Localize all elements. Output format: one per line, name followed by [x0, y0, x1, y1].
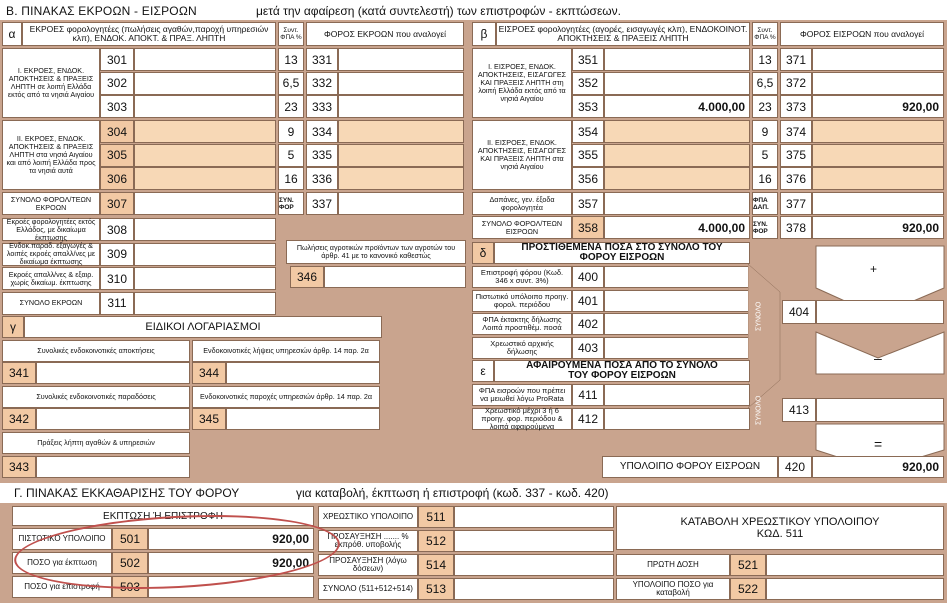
- rate-301: 13: [278, 48, 304, 71]
- expenses-rate: ΦΠΑ ΔΑΠ.: [752, 192, 778, 215]
- rate-303: 23: [278, 95, 304, 118]
- subtractions-sum-label: ΣΥΝΟΛΟ: [755, 395, 763, 425]
- code-401: 401: [572, 290, 604, 312]
- value-306[interactable]: [134, 167, 276, 190]
- outputs-header-rate: Συντ. ΦΠΑ %: [278, 22, 304, 46]
- code-341: 341: [2, 362, 36, 384]
- g-label-502: ΠΟΣΟ για έκπτωση: [12, 552, 112, 574]
- code-333: 333: [306, 95, 338, 118]
- code-308: 308: [100, 218, 134, 241]
- g-label-503: ΠΟΣΟ για επιστροφή: [12, 576, 112, 598]
- inputs-group2-label: ΙΙ. ΕΙΣΡΟΕΣ, ΕΝΔΟΚ. ΑΠΟΚΤΗΣΕΙΣ, ΕΙΣΑΓΩΓΕΣ ΚΑΙ ΠΡΑΞΕΙΣ ΛΗΠΤΗ στα νησιά Αιγαίου: [472, 120, 572, 190]
- value-502[interactable]: 920,00: [148, 552, 314, 574]
- value-346[interactable]: [324, 266, 466, 288]
- special-label-343: Πράξεις λήπτη αγαθών & υπηρεσιών: [2, 432, 190, 454]
- additions-sum-label: ΣΥΝΟΛΟ: [755, 301, 763, 331]
- section-g-title-bar: [0, 483, 947, 503]
- expenses-label: Δαπάνες, γεν. έξοδα φορολογητέα: [472, 192, 572, 215]
- value-401[interactable]: [604, 290, 750, 312]
- extra-label-310: Εκροές απαλλ/νες & εξαιρ. χωρίς δικαίωμ. έκπτωσης: [2, 267, 100, 290]
- code-301: 301: [100, 48, 134, 71]
- value-522[interactable]: [766, 578, 944, 600]
- inputs-header-rate: Συντ. ΦΠΑ %: [752, 22, 778, 46]
- code-373: 373: [780, 95, 812, 118]
- code-353: 353: [572, 95, 604, 118]
- value-355[interactable]: [604, 144, 750, 167]
- section-g-title: Γ. ΠΙΝΑΚΑΣ ΕΚΚΑΘΑΡΙΣΗΣ ΤΟΥ ΦΟΡΟΥ: [14, 486, 240, 500]
- value-353[interactable]: 4.000,00: [604, 95, 750, 118]
- code-377: 377: [780, 192, 812, 215]
- value-337[interactable]: [338, 192, 464, 215]
- rate-354: 9: [752, 120, 778, 143]
- value-372[interactable]: [812, 72, 944, 95]
- special-label-341: Συνολικές ενδοκοινοτικές αποκτήσεις: [2, 340, 190, 362]
- equals-sign: =: [874, 436, 883, 452]
- section-b-subtitle: μετά την αφαίρεση (κατά συντελεστή) των επιστροφών - εκπτώσεων.: [256, 4, 622, 18]
- code-371: 371: [780, 48, 812, 71]
- value-511[interactable]: [454, 506, 614, 528]
- code-354: 354: [572, 120, 604, 143]
- sub-label-411: ΦΠΑ εισροών που πρέπει να μειωθεί λόγω ProRata: [472, 384, 572, 406]
- code-411: 411: [572, 384, 604, 406]
- value-373[interactable]: 920,00: [812, 95, 944, 118]
- rate-306: 16: [278, 167, 304, 190]
- subtractions-title: ΑΦΑΙΡΟΥΜΕΝΑ ΠΟΣΑ ΑΠΟ ΤΟ ΣΥΝΟΛΟ ΤΟΥ ΦΟΡΟΥ ΕΙΣΡΟΩΝ: [494, 360, 750, 382]
- code-376: 376: [780, 167, 812, 190]
- code-310: 310: [100, 267, 134, 290]
- outputs-group2-label: ΙΙ. ΕΚΡΟΕΣ, ΕΝΔΟΚ. ΑΠΟΚΤΗΣΕΙΣ & ΠΡΑΞΕΙΣ ΛΗΠΤΗ στα νησιά Αιγαίου και από λοιπή Ελλάδα προς τα νησιά αυτά: [2, 120, 100, 190]
- code-513: 513: [418, 578, 454, 600]
- section-b-title: Β. ΠΙΝΑΚΑΣ ΕΚΡΟΩΝ - ΕΙΣΡΟΩΝ: [6, 4, 197, 18]
- code-511: 511: [418, 506, 454, 528]
- value-303[interactable]: [134, 95, 276, 118]
- inputs-total-label: ΣΥΝΟΛΟ ΦΟΡΟΛ/ΤΕΩΝ ΕΙΣΡΟΩΝ: [472, 216, 572, 239]
- code-311: 311: [100, 292, 134, 315]
- code-522: 522: [730, 578, 766, 600]
- add-label-400: Επιστροφή φόρου (Κωδ. 346 x συντ. 3%): [472, 266, 572, 288]
- code-337: 337: [306, 192, 338, 215]
- code-503: 503: [112, 576, 148, 598]
- value-304[interactable]: [134, 120, 276, 143]
- section-g-right-header: ΚΑΤΑΒΟΛΗ ΧΡΕΩΣΤΙΚΟΥ ΥΠΟΛΟΙΠΟΥ ΚΩΔ. 511: [616, 506, 944, 550]
- rate-353: 23: [752, 95, 778, 118]
- value-308[interactable]: [134, 218, 276, 241]
- value-514[interactable]: [454, 554, 614, 576]
- section-g-subtitle: για καταβολή, έκπτωση ή επιστροφή (κωδ. 337 - κωδ. 420): [296, 486, 609, 500]
- code-302: 302: [100, 72, 134, 95]
- value-413[interactable]: [816, 398, 944, 422]
- plus-sign: +: [870, 262, 878, 276]
- special-label-345: Ενδοκοινοτικές παροχές υπηρεσιών άρθρ. 14 παρ. 2α: [192, 386, 380, 408]
- outputs-letter: α: [2, 22, 22, 46]
- inputs-letter: β: [472, 22, 496, 46]
- value-375[interactable]: [812, 144, 944, 167]
- code-521: 521: [730, 554, 766, 576]
- code-331: 331: [306, 48, 338, 71]
- code-420: 420: [778, 456, 812, 478]
- subtractions-letter: ε: [472, 360, 494, 382]
- value-377[interactable]: [812, 192, 944, 215]
- value-402[interactable]: [604, 313, 750, 335]
- value-334[interactable]: [338, 120, 464, 143]
- value-311[interactable]: [134, 292, 276, 315]
- code-309: 309: [100, 243, 134, 266]
- agri-label: Πωλήσεις αγροτικών προϊόντων των αγροτών του άρθρ. 41 με το κανονικό καθεστώς: [286, 240, 466, 264]
- extra-label-308: Εκροές φορολογητέες εκτός Ελλάδος, με δικαίωμα έκπτωσης: [2, 218, 100, 241]
- code-404: 404: [782, 300, 816, 324]
- value-420[interactable]: 920,00: [812, 456, 944, 478]
- value-378[interactable]: 920,00: [812, 216, 944, 239]
- extra-label-309: Ενδοκ.παραδ. εξαγωγές & λοιπές εκροές απαλλ/νες με δικαίωμα έκπτωσης: [2, 243, 100, 266]
- code-374: 374: [780, 120, 812, 143]
- g-label-512: ΠΡΟΣΑΥΞΗΣΗ ....... % εκπρόθ. υποβολής: [318, 530, 418, 552]
- value-352[interactable]: [604, 72, 750, 95]
- value-400[interactable]: [604, 266, 750, 288]
- outputs-group1-label: Ι. ΕΚΡΟΕΣ, ΕΝΔΟΚ. ΑΠΟΚΤΗΣΕΙΣ & ΠΡΑΞΕΙΣ ΛΗΠΤΗ σε λοιπή Ελλάδα εκτός από τα νησιά Αιγαίου: [2, 48, 100, 118]
- inputs-group1-label: Ι. ΕΙΣΡΟΕΣ, ΕΝΔΟΚ. ΑΠΟΚΤΗΣΕΙΣ, ΕΙΣΑΓΩΓΕΣ ΚΑΙ ΠΡΑΞΕΙΣ ΛΗΠΤΗ στη λοιπή Ελλάδα εκτός από τα νησιά Αιγαίου: [472, 48, 572, 118]
- rate-351: 13: [752, 48, 778, 71]
- value-404[interactable]: [816, 300, 944, 324]
- g-label-522: ΥΠΟΛΟΙΠΟ ΠΟΣΟ για καταβολή: [616, 578, 730, 600]
- code-412: 412: [572, 408, 604, 430]
- code-372: 372: [780, 72, 812, 95]
- remaining-label: ΥΠΟΛΟΙΠΟ ΦΟΡΟΥ ΕΙΣΡΟΩΝ: [602, 456, 778, 478]
- code-358: 358: [572, 216, 604, 239]
- value-331[interactable]: [338, 48, 464, 71]
- value-332[interactable]: [338, 72, 464, 95]
- value-354[interactable]: [604, 120, 750, 143]
- code-307: 307: [100, 192, 134, 215]
- code-501: 501: [112, 528, 148, 550]
- code-344: 344: [192, 362, 226, 384]
- value-358[interactable]: 4.000,00: [604, 216, 750, 239]
- value-335[interactable]: [338, 144, 464, 167]
- extra-label-311: ΣΥΝΟΛΟ ΕΚΡΟΩΝ: [2, 292, 100, 315]
- value-512[interactable]: [454, 530, 614, 552]
- additions-title: ΠΡΟΣΤΙΘΕΜΕΝΑ ΠΟΣΑ ΣΤΟ ΣΥΝΟΛΟ ΤΟΥ ΦΟΡΟΥ ΕΙΣΡΟΩΝ: [494, 242, 750, 264]
- section-g-left-header: ΕΚΠΤΩΣΗ Ή ΕΠΙΣΤΡΟΦΗ: [12, 506, 314, 526]
- value-343[interactable]: [36, 456, 190, 478]
- code-351: 351: [572, 48, 604, 71]
- section-b-title-bar: [6, 2, 936, 20]
- value-501[interactable]: 920,00: [148, 528, 314, 550]
- inputs-header-tax: ΦΟΡΟΣ ΕΙΣΡΟΩΝ που αναλογεί: [780, 22, 944, 46]
- outputs-header-tax: ΦΟΡΟΣ ΕΚΡΟΩΝ που αναλογεί: [306, 22, 464, 46]
- value-344[interactable]: [226, 362, 380, 384]
- code-378: 378: [780, 216, 812, 239]
- code-512: 512: [418, 530, 454, 552]
- code-334: 334: [306, 120, 338, 143]
- value-351[interactable]: [604, 48, 750, 71]
- value-403[interactable]: [604, 337, 750, 359]
- value-309[interactable]: [134, 243, 276, 266]
- code-336: 336: [306, 167, 338, 190]
- code-346: 346: [290, 266, 324, 288]
- g-label-513: ΣΥΝΟΛΟ (511+512+514): [318, 578, 418, 600]
- code-352: 352: [572, 72, 604, 95]
- g-label-514: ΠΡΟΣΑΥΞΗΣΗ (λόγω δόσεων): [318, 554, 418, 576]
- code-356: 356: [572, 167, 604, 190]
- value-521[interactable]: [766, 554, 944, 576]
- g-label-501: ΠΙΣΤΩΤΙΚΟ ΥΠΟΛΟΙΠΟ: [12, 528, 112, 550]
- value-513[interactable]: [454, 578, 614, 600]
- code-342: 342: [2, 408, 36, 430]
- value-307[interactable]: [134, 192, 276, 215]
- g-label-511: ΧΡΕΩΣΤΙΚΟ ΥΠΟΛΟΙΠΟ: [318, 506, 418, 528]
- code-304: 304: [100, 120, 134, 143]
- special-label-344: Ενδοκοινοτικές λήψεις υπηρεσιών άρθρ. 14 παρ. 2α: [192, 340, 380, 362]
- value-374[interactable]: [812, 120, 944, 143]
- rate-304: 9: [278, 120, 304, 143]
- add-label-401: Πιστωτικό υπόλοιπο προηγ. φορολ. περιόδου: [472, 290, 572, 312]
- additions-letter: δ: [472, 242, 494, 264]
- outputs-header-desc: ΕΚΡΟΕΣ φορολογητέες (πωλήσεις αγαθών,παροχή υπηρεσιών κλπ), ΕΝΔΟΚ. ΑΠΟΚΤ. & ΠΡΑΞ. ΛΗΠΤΗ: [22, 22, 276, 46]
- code-303: 303: [100, 95, 134, 118]
- code-305: 305: [100, 144, 134, 167]
- code-335: 335: [306, 144, 338, 167]
- value-302[interactable]: [134, 72, 276, 95]
- add-label-403: Χρεωστικό αρχικής δήλωσης: [472, 337, 572, 359]
- special-label-342: Συνολικές ενδοκοινοτικές παραδόσεις: [2, 386, 190, 408]
- code-514: 514: [418, 554, 454, 576]
- code-345: 345: [192, 408, 226, 430]
- code-403: 403: [572, 337, 604, 359]
- special-title: ΕΙΔΙΚΟΙ ΛΟΓΑΡΙΑΣΜΟΙ: [24, 316, 382, 338]
- value-310[interactable]: [134, 267, 276, 290]
- sum-brackets: [748, 240, 946, 468]
- code-355: 355: [572, 144, 604, 167]
- rate-302: 6,5: [278, 72, 304, 95]
- value-301[interactable]: [134, 48, 276, 71]
- inputs-header-desc: ΕΙΣΡΟΕΣ φορολογητέες (αγορές, εισαγωγές κλπ), ΕΝΔΟΚΟΙΝΟΤ. ΑΠΟΚΤΗΣΕΙΣ & ΠΡΑΞΕΙΣ ΛΗΠΤΗ: [496, 22, 750, 46]
- value-371[interactable]: [812, 48, 944, 71]
- rate-356: 16: [752, 167, 778, 190]
- add-label-402: ΦΠΑ έκτακτης δήλωσης Λοιπά προστιθέμ. ποσά: [472, 313, 572, 335]
- value-336[interactable]: [338, 167, 464, 190]
- value-357[interactable]: [604, 192, 750, 215]
- sub-label-412: Χρεωστικό μέχρι 3 ή 6 προηγ. φορ. περιόδου & λοιπά αφαιρούμενα: [472, 408, 572, 430]
- code-402: 402: [572, 313, 604, 335]
- value-411[interactable]: [604, 384, 750, 406]
- value-345[interactable]: [226, 408, 380, 430]
- code-357: 357: [572, 192, 604, 215]
- value-341[interactable]: [36, 362, 190, 384]
- code-343: 343: [2, 456, 36, 478]
- value-356[interactable]: [604, 167, 750, 190]
- value-342[interactable]: [36, 408, 190, 430]
- rate-305: 5: [278, 144, 304, 167]
- code-400: 400: [572, 266, 604, 288]
- value-305[interactable]: [134, 144, 276, 167]
- outputs-total-label: ΣΥΝΟΛΟ ΦΟΡΟΛ/ΤΕΩΝ ΕΚΡΟΩΝ: [2, 192, 100, 215]
- code-306: 306: [100, 167, 134, 190]
- minus-sign: –: [874, 350, 882, 366]
- g-label-521: ΠΡΩΤΗ ΔΟΣΗ: [616, 554, 730, 576]
- code-502: 502: [112, 552, 148, 574]
- code-332: 332: [306, 72, 338, 95]
- inputs-total-rate: ΣΥΝ. ΦΟΡ: [752, 216, 778, 239]
- outputs-total-rate: ΣΥΝ. ΦΟΡ: [278, 192, 304, 215]
- value-333[interactable]: [338, 95, 464, 118]
- value-412[interactable]: [604, 408, 750, 430]
- code-413: 413: [782, 398, 816, 422]
- special-letter: γ: [2, 316, 24, 338]
- rate-352: 6,5: [752, 72, 778, 95]
- rate-355: 5: [752, 144, 778, 167]
- value-376[interactable]: [812, 167, 944, 190]
- code-375: 375: [780, 144, 812, 167]
